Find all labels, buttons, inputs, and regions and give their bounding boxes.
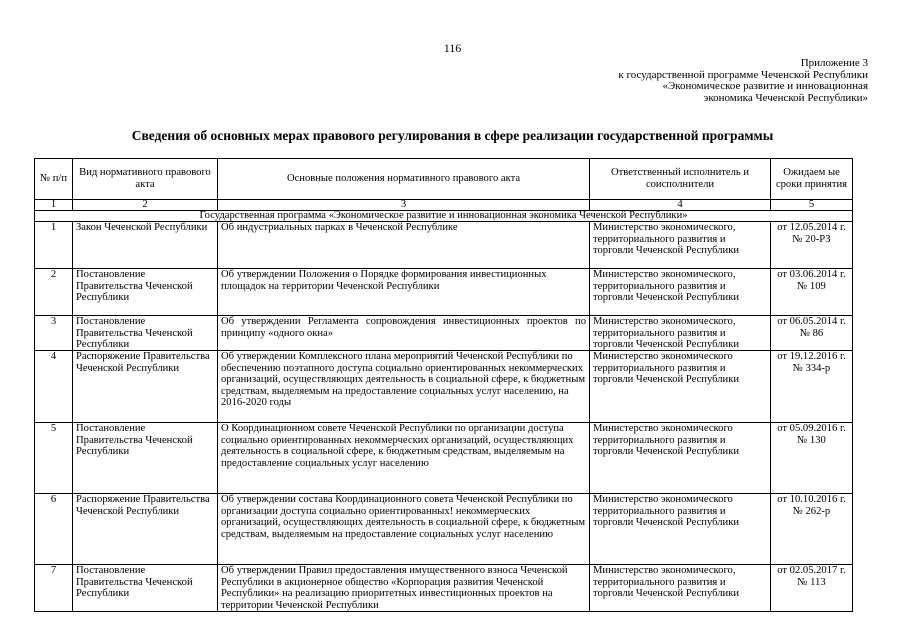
- provisions-cell: [218, 494, 590, 565]
- provisions-text: Об утверждении Правил предоставления имущественного взноса Чеченской Республики в акционерное общество «Корпорация развития Чеченской Республики» на реализацию приоритетных инвестиционных проектов на территории Чеченской Республики: [221, 565, 568, 611]
- provisions-text: Об утверждении состава Координационного совета Чеченской Республики по организации доступа социально ориентированных! некоммерческих организаций, осуществляющих деятельность в социальной сфере, к бюджетным средствам, выделяемым на предоставление социальных услуг населению: [221, 494, 586, 540]
- row-number: 2: [35, 269, 73, 316]
- term-cell: от 05.09.2016 г. № 130: [771, 423, 853, 494]
- row-number: 4: [35, 351, 73, 423]
- provisions-text: Об утверждении Комплексного плана мероприятий Чеченской Республики по обеспечению поэтапного доступа социально ориентированных некоммерческих организаций, осуществляющих деятельность в социальной сфере, к бюджетным средствам, выделяемым на предоставление социальных услуг населению, на 2016-2020 годы: [221, 351, 586, 409]
- provisions-text: Об утверждении Регламента сопровождения инвестиционных проектов по принципу «одного окна»: [221, 316, 586, 339]
- table-row: [35, 351, 853, 423]
- executor-text: Министерство экономического территориального развития и торговли Чеченской Республики: [593, 423, 740, 458]
- column-number-row: [35, 200, 853, 211]
- provisions-cell: [218, 565, 590, 612]
- appendix-line-3: «Экономическое развитие и инновационная: [662, 80, 868, 92]
- act-type-cell: [73, 494, 218, 565]
- table-row: [35, 222, 853, 269]
- appendix-line-2: к государственной программе Чеченской Республики: [618, 68, 868, 81]
- appendix-header: [618, 58, 868, 104]
- provisions-cell: [218, 351, 590, 423]
- act-type-text: Постановление Правительства Чеченской Республики: [76, 423, 193, 458]
- act-type-text: Постановление Правительства Чеченской Республики: [76, 316, 193, 350]
- row-number: 6: [35, 494, 73, 565]
- table-row: [35, 494, 853, 565]
- column-number: 1: [35, 200, 73, 211]
- executor-cell: [590, 494, 771, 565]
- executor-cell: [590, 565, 771, 612]
- row-number: 5: [35, 423, 73, 494]
- act-type-text: Закон Чеченской Республики: [76, 222, 208, 233]
- provisions-cell: [218, 423, 590, 494]
- act-type-text: Распоряжение Правительства Чеченской Республики: [76, 351, 210, 374]
- program-title: Государственная программа «Экономическое развитие и инновационная экономика Чеченской Республики»: [35, 211, 853, 222]
- act-type-cell: [73, 351, 218, 423]
- program-title-row: [35, 211, 853, 222]
- provisions-text: О Координационном совете Чеченской Республики по организации доступа социально ориентированных некоммерческих организаций, осуществляющих деятельность в социальной сфере, к бюджетным средствам, выделяемым на предоставление социальных услуг населению: [221, 423, 574, 469]
- executor-text: Министерство экономического, территориального развития и торговли Чеченской Республики: [593, 269, 740, 304]
- table-row: [35, 269, 853, 316]
- act-type-text: Постановление Правительства Чеченской Республики: [76, 565, 193, 600]
- header-executor: Ответственный исполнитель и соисполнители: [590, 159, 771, 200]
- act-type-text: Постановление Правительства Чеченской Республики: [76, 269, 193, 304]
- column-number: 5: [771, 200, 853, 211]
- appendix-line-4: экономика Чеченской Республики»: [703, 91, 868, 104]
- table-row: [35, 565, 853, 612]
- table-row: [35, 423, 853, 494]
- header-term: Ожидаем ые сроки принятия: [771, 159, 853, 200]
- header-no: № п/п: [35, 159, 73, 200]
- executor-cell: [590, 351, 771, 423]
- table-header-row: [35, 159, 853, 200]
- executor-text: Министерство экономического территориального развития и торговли Чеченской Республики: [593, 351, 740, 386]
- executor-text: Министерство экономического, территориального развития и торговли Чеченской Республики: [593, 565, 740, 600]
- executor-cell: [590, 269, 771, 316]
- provisions-text: Об индустриальных парках в Чеченской Республике: [221, 222, 458, 233]
- act-type-cell: [73, 423, 218, 494]
- term-cell: от 12.05.2014 г. № 20-РЗ: [771, 222, 853, 269]
- term-cell: от 06.05.2014 г. № 86: [771, 316, 853, 351]
- row-number: 7: [35, 565, 73, 612]
- executor-text: Министерство экономического, территориального развития и торговли Чеченской Республики: [593, 222, 740, 257]
- term-cell: от 10.10.2016 г. № 262-р: [771, 494, 853, 565]
- legal-measures-table: [34, 158, 853, 612]
- act-type-cell: [73, 222, 218, 269]
- executor-text: Министерство экономического территориального развития и торговли Чеченской Республики: [593, 494, 740, 529]
- term-cell: от 19.12.2016 г. № 334-р: [771, 351, 853, 423]
- executor-cell: [590, 423, 771, 494]
- provisions-text: Об утверждении Положения о Порядке формирования инвестиционных площадок на территории Чеченской Республики: [221, 269, 547, 292]
- row-number: 1: [35, 222, 73, 269]
- term-cell: от 02.05.2017 г. № 113: [771, 565, 853, 612]
- appendix-line-1: Приложение 3: [800, 57, 868, 69]
- act-type-cell: [73, 316, 218, 351]
- header-provisions: Основные положения нормативного правового акта: [218, 159, 590, 200]
- header-act-type: Вид нормативного правового акта: [73, 159, 218, 200]
- column-number: 4: [590, 200, 771, 211]
- executor-cell: [590, 316, 771, 351]
- column-number: 2: [73, 200, 218, 211]
- provisions-cell: [218, 316, 590, 351]
- act-type-cell: [73, 269, 218, 316]
- term-cell: от 03.06.2014 г. № 109: [771, 269, 853, 316]
- provisions-cell: [218, 222, 590, 269]
- act-type-text: Распоряжение Правительства Чеченской Республики: [76, 494, 210, 517]
- page-number: 116: [443, 41, 462, 55]
- provisions-cell: [218, 269, 590, 316]
- executor-text: Министерство экономического, территориального развития и торговли Чеченской Республики: [593, 316, 740, 350]
- executor-cell: [590, 222, 771, 269]
- act-type-cell: [73, 565, 218, 612]
- row-number: 3: [35, 316, 73, 351]
- table-row: [35, 316, 853, 351]
- document-title: Сведения об основных мерах правового регулирования в сфере реализации государственной программы: [131, 128, 774, 143]
- column-number: 3: [218, 200, 590, 211]
